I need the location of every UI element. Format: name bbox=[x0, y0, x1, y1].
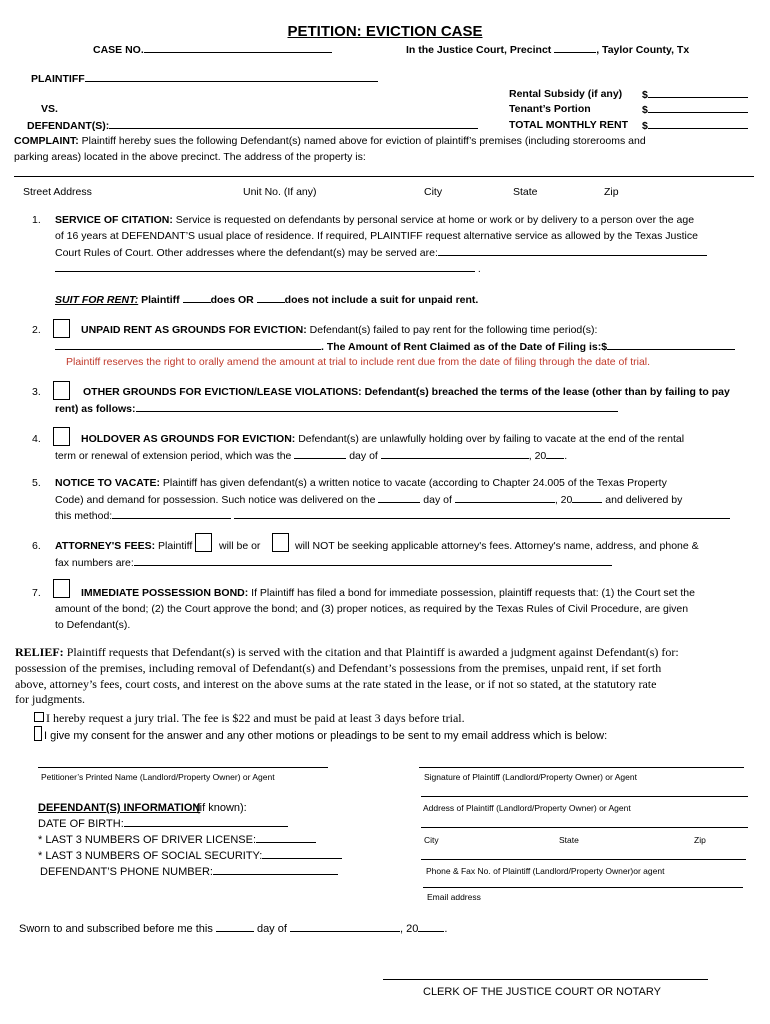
clerk-signature-line[interactable] bbox=[383, 979, 708, 980]
s1-number: 1. bbox=[32, 214, 41, 226]
suit-does-field[interactable] bbox=[183, 293, 211, 303]
address-rule bbox=[14, 176, 754, 177]
holdover-year-field[interactable] bbox=[546, 449, 564, 459]
complaint-text: COMPLAINT: Plaintiff hereby sues the following Defendant(s) named above for eviction of plaintiff’s premises (including storerooms and bbox=[14, 135, 646, 147]
s7-checkbox[interactable] bbox=[53, 579, 70, 598]
s1-line-3: Court Rules of Court. Other addresses where the defendant(s) may be served are: bbox=[55, 246, 707, 261]
col-street: Street Address bbox=[23, 186, 92, 198]
defendants-label: DEFENDANT(S): bbox=[27, 119, 478, 134]
def-phone-row: DEFENDANT’S PHONE NUMBER: bbox=[40, 865, 338, 879]
s5-number: 5. bbox=[32, 477, 41, 489]
s7-line-3: to Defendant(s). bbox=[55, 619, 131, 631]
s4-checkbox[interactable] bbox=[53, 427, 70, 446]
s3-number: 3. bbox=[32, 386, 41, 398]
rental-subsidy-label: Rental Subsidy (if any) bbox=[509, 88, 623, 100]
relief-line-3: above, attorney’s fees, court costs, and interest on the above sums at the rate stated in the lease, or if not so stated, at the statutory rate bbox=[15, 677, 657, 691]
notice-date-field[interactable] bbox=[378, 493, 420, 503]
consent-checkbox[interactable] bbox=[34, 726, 42, 741]
holdover-date-field[interactable] bbox=[294, 449, 346, 459]
s5-line-3: this method: bbox=[55, 509, 730, 524]
plaintiff-field[interactable] bbox=[85, 72, 378, 82]
col-unit: Unit No. (If any) bbox=[243, 186, 317, 198]
notice-month-field[interactable] bbox=[455, 493, 555, 503]
address-line[interactable] bbox=[421, 796, 748, 797]
phone-line[interactable] bbox=[421, 859, 746, 860]
suit-does-not-field[interactable] bbox=[257, 293, 285, 303]
dob-row: DATE OF BIRTH: bbox=[38, 817, 288, 831]
s6-will-be-label: will be or bbox=[219, 540, 261, 552]
license-row: * LAST 3 NUMBERS OF DRIVER LICENSE: bbox=[38, 833, 316, 847]
complaint-text-2: parking areas) located in the above precinct. The address of the property is: bbox=[14, 151, 366, 163]
col-zip: Zip bbox=[604, 186, 619, 198]
page-title: PETITION: EVICTION CASE bbox=[287, 23, 483, 40]
state-label: State bbox=[559, 835, 579, 845]
zip-label: Zip bbox=[694, 835, 706, 845]
s1-line-1: SERVICE OF CITATION: Service is requested on defendants by personal service at home or work or by delivery to a person over the age bbox=[55, 214, 695, 226]
sworn-year-field[interactable] bbox=[418, 922, 444, 932]
s6-will-not-label: will NOT be seeking applicable attorney's fees. Attorney's name, address, and phone & bbox=[295, 540, 699, 552]
s6-will-not-checkbox[interactable] bbox=[272, 533, 289, 552]
plaintiff-label: PLAINTIFF bbox=[31, 72, 378, 87]
signature-label: Signature of Plaintiff (Landlord/Property Owner) or Agent bbox=[424, 772, 637, 782]
ssn-field[interactable] bbox=[262, 849, 342, 859]
total-rent-label: TOTAL MONTHLY RENT bbox=[509, 119, 629, 131]
sworn-statement: Sworn to and subscribed before me this day of , 20 . bbox=[19, 923, 448, 935]
city-label: City bbox=[424, 835, 439, 845]
s6-line-1a: ATTORNEY'S FEES: Plaintiff bbox=[55, 540, 193, 552]
relief-line-4: for judgments. bbox=[15, 692, 85, 706]
col-state: State bbox=[513, 186, 538, 198]
ssn-row: * LAST 3 NUMBERS OF SOCIAL SECURITY: bbox=[38, 849, 342, 863]
dob-field[interactable] bbox=[124, 817, 288, 827]
rental-subsidy-field[interactable] bbox=[648, 88, 748, 98]
case-no-label: CASE NO. bbox=[93, 43, 332, 58]
clerk-label: CLERK OF THE JUSTICE COURT OR NOTARY bbox=[423, 986, 661, 998]
court-precinct: In the Justice Court, Precinct , Taylor County, Tx bbox=[406, 44, 690, 56]
notice-year-field[interactable] bbox=[572, 493, 602, 503]
s2-number: 2. bbox=[32, 324, 41, 336]
printed-name-label: Petitioner’s Printed Name (Landlord/Property Owner) or Agent bbox=[41, 772, 275, 782]
s4-line-2: term or renewal of extension period, which was the day of , 20 . bbox=[55, 450, 568, 462]
s6-will-be-checkbox[interactable] bbox=[195, 533, 212, 552]
email-label: Email address bbox=[427, 892, 481, 902]
s5-line-1: NOTICE TO VACATE: Plaintiff has given defendant(s) a written notice to vacate (according to Chapter 24.005 of the Texas Property bbox=[55, 477, 667, 489]
relief-line-2: possession of the premises, including removal of Defendant(s) and Defendant’s possessions from the premises, unpaid rent, if set forth bbox=[15, 661, 662, 675]
total-rent-field[interactable] bbox=[648, 119, 748, 129]
s3-checkbox[interactable] bbox=[53, 381, 70, 400]
s4-line-1: HOLDOVER AS GROUNDS FOR EVICTION: Defendant(s) are unlawfully holding over by failing to vacate at the end of the rental bbox=[81, 433, 685, 445]
s2-line-2: . The Amount of Rent Claimed as of the Date of Filing is:$ bbox=[55, 340, 735, 355]
phone-label: Phone & Fax No. of Plaintiff (Landlord/Property Owner)or agent bbox=[426, 866, 665, 876]
s3-line-1: OTHER GROUNDS FOR EVICTION/LEASE VIOLATIONS: Defendant(s) breached the terms of the lease (other than by failing to pay bbox=[83, 386, 730, 398]
tenants-portion-field[interactable] bbox=[648, 103, 748, 113]
s2-note: Plaintiff reserves the right to orally amend the amount at trial to include rent due from the date of filing through the date of trial. bbox=[66, 356, 651, 368]
s7-line-2: amount of the bond; (2) the Court approve the bond; and (3) proper notices, as required by the Texas Rules of Civil Procedure, are given bbox=[55, 603, 689, 615]
sworn-day-field[interactable] bbox=[216, 922, 254, 932]
time-period-field[interactable] bbox=[55, 340, 321, 350]
defendant-info-title: DEFENDANT(S) INFORMATION bbox=[38, 802, 201, 814]
jury-text: I hereby request a jury trial. The fee is $22 and must be paid at least 3 days before trial. bbox=[46, 711, 465, 725]
s2-checkbox[interactable] bbox=[53, 319, 70, 338]
precinct-field[interactable] bbox=[554, 43, 596, 53]
s3-line-2: rent) as follows: bbox=[55, 402, 618, 417]
s6-number: 6. bbox=[32, 540, 41, 552]
consent-text: I give my consent for the answer and any other motions or pleadings to be sent to my email address which is below: bbox=[44, 730, 608, 742]
s4-number: 4. bbox=[32, 433, 41, 445]
notice-method-field-2[interactable] bbox=[234, 509, 730, 519]
case-no-field[interactable] bbox=[144, 43, 332, 53]
s7-number: 7. bbox=[32, 587, 41, 599]
s5-line-2: Code) and demand for possession. Such notice was delivered on the day of , 20 and delivered by bbox=[55, 494, 683, 506]
defendants-field[interactable] bbox=[109, 119, 478, 129]
def-phone-field[interactable] bbox=[213, 865, 338, 875]
address-label: Address of Plaintiff (Landlord/Property Owner) or Agent bbox=[423, 803, 631, 813]
attorney-info-field[interactable] bbox=[134, 556, 612, 566]
rent-claimed-field[interactable] bbox=[607, 340, 735, 350]
vs-label: VS. bbox=[41, 103, 58, 115]
other-addresses-field[interactable] bbox=[438, 246, 707, 256]
tenants-portion-label: Tenant’s Portion bbox=[509, 103, 591, 115]
defendant-info-subtitle: (if known): bbox=[196, 802, 247, 814]
license-field[interactable] bbox=[256, 833, 316, 843]
city-state-zip-line[interactable] bbox=[421, 827, 748, 828]
s2-line-1: UNPAID RENT AS GROUNDS FOR EVICTION: Defendant(s) failed to pay rent for the following time period(s): bbox=[81, 324, 598, 336]
other-addresses-field-2[interactable] bbox=[55, 262, 475, 272]
holdover-month-field[interactable] bbox=[381, 449, 529, 459]
s6-line-2: fax numbers are: bbox=[55, 556, 612, 571]
sworn-month-field[interactable] bbox=[290, 922, 400, 932]
signature-line[interactable] bbox=[419, 767, 744, 768]
email-line[interactable] bbox=[423, 887, 743, 888]
s7-line-1: IMMEDIATE POSSESSION BOND: If Plaintiff has filed a bond for immediate possession, plaintiff requests that: (1) the Court set the bbox=[81, 587, 695, 599]
col-city: City bbox=[424, 186, 443, 198]
suit-for-rent: SUIT FOR RENT: Plaintiff does OR does not include a suit for unpaid rent. bbox=[55, 294, 479, 306]
lease-violations-field[interactable] bbox=[136, 402, 618, 412]
printed-name-line[interactable] bbox=[38, 767, 328, 768]
relief-line-1: RELIEF: Plaintiff requests that Defendant(s) is served with the citation and that Plaintiff is awarded a judgment against Defendant(s) for: bbox=[15, 645, 679, 659]
s1-line-2: of 16 years at DEFENDANT’S usual place of residence. If required, PLAINTIFF request alternative service as allowed by the Texas Justice bbox=[55, 230, 698, 242]
notice-method-field[interactable] bbox=[112, 509, 231, 519]
jury-checkbox[interactable] bbox=[34, 712, 44, 722]
